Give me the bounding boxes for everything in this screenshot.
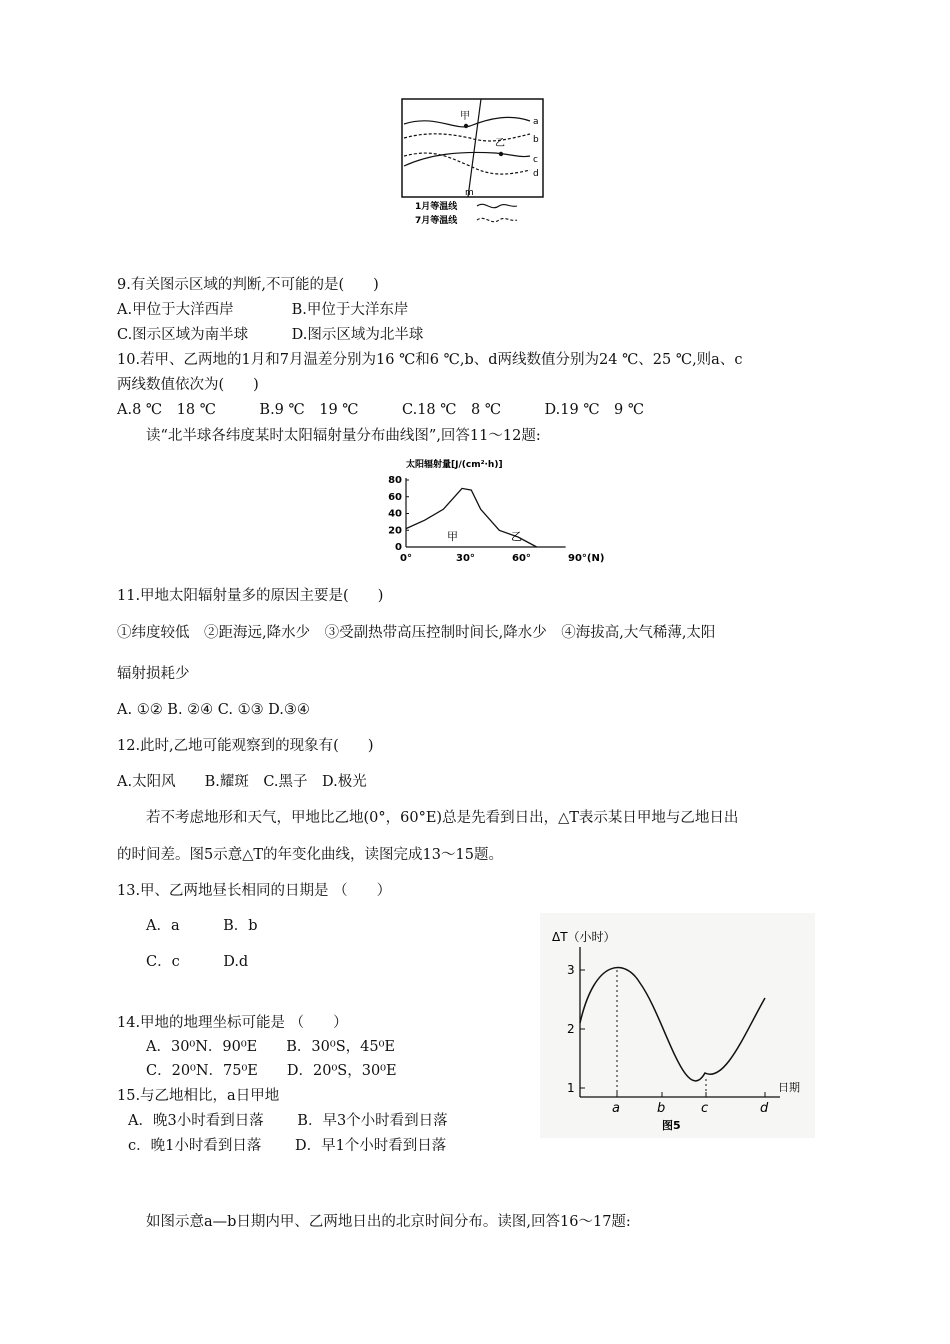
y-tick-label: 40 (388, 508, 402, 520)
fig5-xtick-d: d (760, 1101, 769, 1116)
q13-options-row2: C．c D.d (146, 954, 249, 970)
fig5-ytick-1: 1 (567, 1081, 575, 1095)
label-m: m (465, 188, 474, 198)
intro-11-12: 读“北半球各纬度某时太阳辐射量分布曲线图”,回答11～12题: (146, 428, 541, 444)
q15-stem: 15.与乙地相比，a日甲地 (117, 1088, 280, 1104)
q14-options-row1: A．30⁰N．90⁰E B．30⁰S，45⁰E (146, 1039, 395, 1055)
x-tick-label: 30° (456, 553, 475, 564)
annotation-yi: 乙 (511, 530, 522, 543)
intro-16-17: 如图示意a—b日期内甲、乙两地日出的北京时间分布。读图,回答16～17题: (146, 1214, 631, 1230)
fig5-ytick-2: 2 (567, 1022, 575, 1036)
y-tick-label: 0 (395, 542, 402, 553)
q11-options: A. ①② B. ②④ C. ①③ D.③④ (117, 702, 310, 718)
q9-options-line2: C.图示区域为南半球 D.图示区域为北半球 (117, 327, 424, 343)
x-tick-label: 90°(N) (568, 553, 605, 564)
intro-13-15-line2: 的时间差。图5示意△T的年变化曲线，读图完成13～15题。 (117, 847, 503, 863)
label-jia: 甲 (460, 111, 470, 122)
fig5-xtick-c: c (701, 1101, 709, 1116)
q9-stem: 9.有关图示区域的判断,不可能的是( ) (117, 277, 379, 293)
fig5-caption: 图5 (662, 1119, 681, 1132)
q10-options: A.8 ℃ 18 ℃ B.9 ℃ 19 ℃ C.18 ℃ 8 ℃ D.19 ℃ 9 ℃ (117, 402, 645, 418)
q11-statements-line1: ①纬度较低 ②距海远,降水少 ③受副热带高压控制时间长,降水少 ④海拔高,大气稀薄,太阳 (117, 625, 716, 641)
solar-radiation-chart (368, 456, 605, 571)
x-tick-label: 60° (512, 553, 531, 564)
x-tick-label: 0° (400, 553, 412, 564)
fig5-ytick-3: 3 (567, 963, 575, 977)
label-a: a (533, 117, 539, 127)
isotherm-d (404, 153, 530, 174)
q14-stem: 14.甲地的地理坐标可能是 （ ） (117, 1015, 348, 1031)
point-jia (464, 124, 468, 128)
q12-options: A.太阳风 B.耀斑 C.黑子 D.极光 (117, 774, 367, 790)
label-c: c (533, 155, 538, 165)
fig5-xtick-b: b (657, 1101, 666, 1116)
chart-title: 太阳辐射量[J/(cm²·h)] (406, 460, 503, 470)
q13-stem: 13.甲、乙两地昼长相同的日期是 （ ） (117, 883, 392, 899)
isotherm-c (404, 152, 530, 166)
label-d: d (533, 169, 539, 179)
delta-t-chart (540, 913, 815, 1138)
y-tick-label: 80 (388, 475, 402, 486)
legend-jul: 7月等温线 (415, 216, 458, 226)
q14-options-row2: C．20⁰N．75⁰E D．20⁰S，30⁰E (146, 1063, 397, 1079)
isotherm-b (404, 134, 530, 141)
isotherm-map-figure (395, 96, 555, 231)
label-b: b (533, 135, 539, 145)
q9-options-line1: A.甲位于大洋西岸 B.甲位于大洋东岸 (117, 302, 409, 318)
q10-stem-line2: 两线数值依次为( ) (117, 377, 259, 393)
intro-13-15-line1: 若不考虑地形和天气，甲地比乙地(0°，60°E)总是先看到日出，△T表示某日甲地与乙地日出 (146, 810, 739, 826)
q13-options-row1: A．a B．b (146, 918, 258, 934)
annotation-jia: 甲 (447, 530, 458, 543)
y-tick-label: 60 (388, 491, 402, 503)
fig5-xtick-a: a (612, 1101, 620, 1116)
q10-stem-line1: 10.若甲、乙两地的1月和7月温差分别为16 ℃和6 ℃,b、d两线数值分别为24 ℃、25 ℃,则a、c (117, 352, 743, 368)
q15-options-row1: A．晚3小时看到日落 B．早3个小时看到日落 (128, 1113, 448, 1129)
fig5-xlabel: 日期 (778, 1081, 800, 1094)
q12-stem: 12.此时,乙地可能观察到的现象有( ) (117, 738, 374, 754)
q11-stem: 11.甲地太阳辐射量多的原因主要是( ) (117, 588, 384, 604)
legend-jan: 1月等温线 (415, 202, 458, 212)
fig5-ylabel: ΔT（小时） (552, 930, 616, 944)
point-yi (499, 152, 503, 156)
y-tick-label: 20 (388, 525, 402, 537)
label-yi: 乙 (495, 138, 505, 149)
q15-options-row2: c．晚1小时看到日落 D．早1个小时看到日落 (128, 1138, 447, 1154)
q11-statements-line2: 辐射损耗少 (117, 666, 190, 682)
